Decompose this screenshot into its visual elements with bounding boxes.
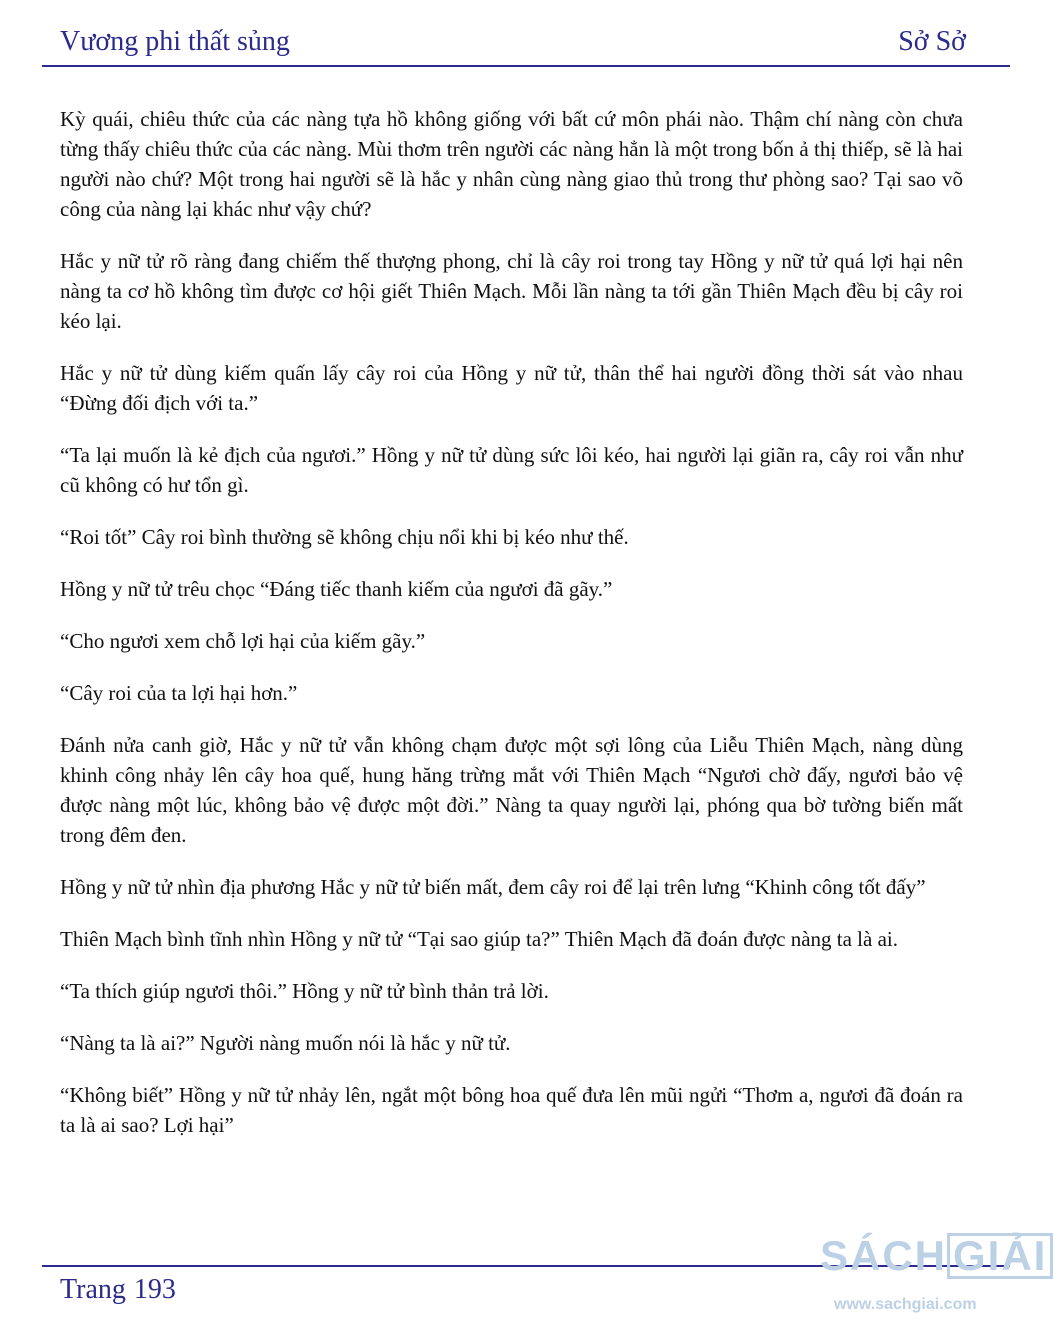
book-title: Vương phi thất sủng bbox=[60, 26, 290, 57]
paragraph: Đánh nửa canh giờ, Hắc y nữ tử vẫn không chạm được một sợi lông của Liễu Thiên Mạch, nàng dùng khinh công nhảy lên cây hoa quế, hung hăng trừng mắt với Thiên Mạch “Ngươi chờ đấy, ngươi bảo vệ được nàng một lúc, không bảo vệ được một đời.” Nàng ta quay người lại, phóng qua bờ tường biến mất trong đêm đen. bbox=[60, 733, 963, 847]
body-text bbox=[60, 104, 963, 1162]
paragraph: “Cây roi của ta lợi hại hơn.” bbox=[60, 681, 298, 705]
paragraph: “Ta lại muốn là kẻ địch của ngươi.” Hồng y nữ tử dùng sức lôi kéo, hai người lại giãn ra, cây roi vẫn như cũ không có hư tổn gì. bbox=[60, 443, 963, 497]
watermark bbox=[820, 1232, 1048, 1325]
header-divider bbox=[42, 65, 1010, 67]
paragraph: “Không biết” Hồng y nữ tử nhảy lên, ngắt một bông hoa quế đưa lên mũi ngửi “Thơm a, ngươi đã đoán ra ta là ai sao? Lợi hại” bbox=[60, 1083, 963, 1137]
paragraph: “Roi tốt” Cây roi bình thường sẽ không chịu nổi khi bị kéo như thế. bbox=[60, 525, 629, 549]
paragraph: “Nàng ta là ai?” Người nàng muốn nói là hắc y nữ tử. bbox=[60, 1031, 511, 1055]
page-footer bbox=[60, 1274, 176, 1306]
paragraph: Hồng y nữ tử nhìn địa phương Hắc y nữ tử biến mất, đem cây roi để lại trên lưng “Khinh công tốt đấy” bbox=[60, 875, 926, 899]
paragraph: Hồng y nữ tử trêu chọc “Đáng tiếc thanh kiếm của ngươi đã gãy.” bbox=[60, 577, 613, 601]
watermark-logo-left: SÁCH bbox=[820, 1232, 948, 1279]
paragraph: “Cho ngươi xem chỗ lợi hại của kiếm gãy.” bbox=[60, 629, 426, 653]
page-number: 193 bbox=[133, 1274, 176, 1305]
paragraph: Thiên Mạch bình tĩnh nhìn Hồng y nữ tử “Tại sao giúp ta?” Thiên Mạch đã đoán được nàng ta là ai. bbox=[60, 927, 898, 951]
page-header bbox=[0, 0, 1024, 70]
paragraph: Hắc y nữ tử dùng kiếm quấn lấy cây roi của Hồng y nữ tử, thân thể hai người đồng thời sát vào nhau “Đừng đối địch với ta.” bbox=[60, 361, 963, 415]
paragraph: “Ta thích giúp ngươi thôi.” Hồng y nữ tử bình thản trả lời. bbox=[60, 979, 549, 1003]
paragraph: Kỳ quái, chiêu thức của các nàng tựa hồ không giống với bất cứ môn phái nào. Thậm chí nàng còn chưa từng thấy chiêu thức của các nàng. Mùi thơm trên người các nàng hẳn là một trong bốn ả thị thiếp, sẽ là hai người nào chứ? Một trong hai người sẽ là hắc y nhân cùng nàng giao thủ trong thư phòng sao? Tại sao võ công của nàng lại khác như vậy chứ? bbox=[60, 107, 963, 221]
paragraph: Hắc y nữ tử rõ ràng đang chiếm thế thượng phong, chỉ là cây roi trong tay Hồng y nữ tử quá lợi hại nên nàng ta cơ hồ không tìm được cơ hội giết Thiên Mạch. Mỗi lần nàng ta tới gần Thiên Mạch đều bị cây roi kéo lại. bbox=[60, 249, 963, 333]
watermark-url: www.sachgiai.com bbox=[834, 1296, 977, 1313]
watermark-logo-boxed: GIẢI bbox=[947, 1233, 1053, 1279]
page-label: Trang bbox=[60, 1274, 126, 1305]
watermark-logo bbox=[820, 1232, 1053, 1280]
author-name: Sở Sở bbox=[898, 26, 966, 57]
